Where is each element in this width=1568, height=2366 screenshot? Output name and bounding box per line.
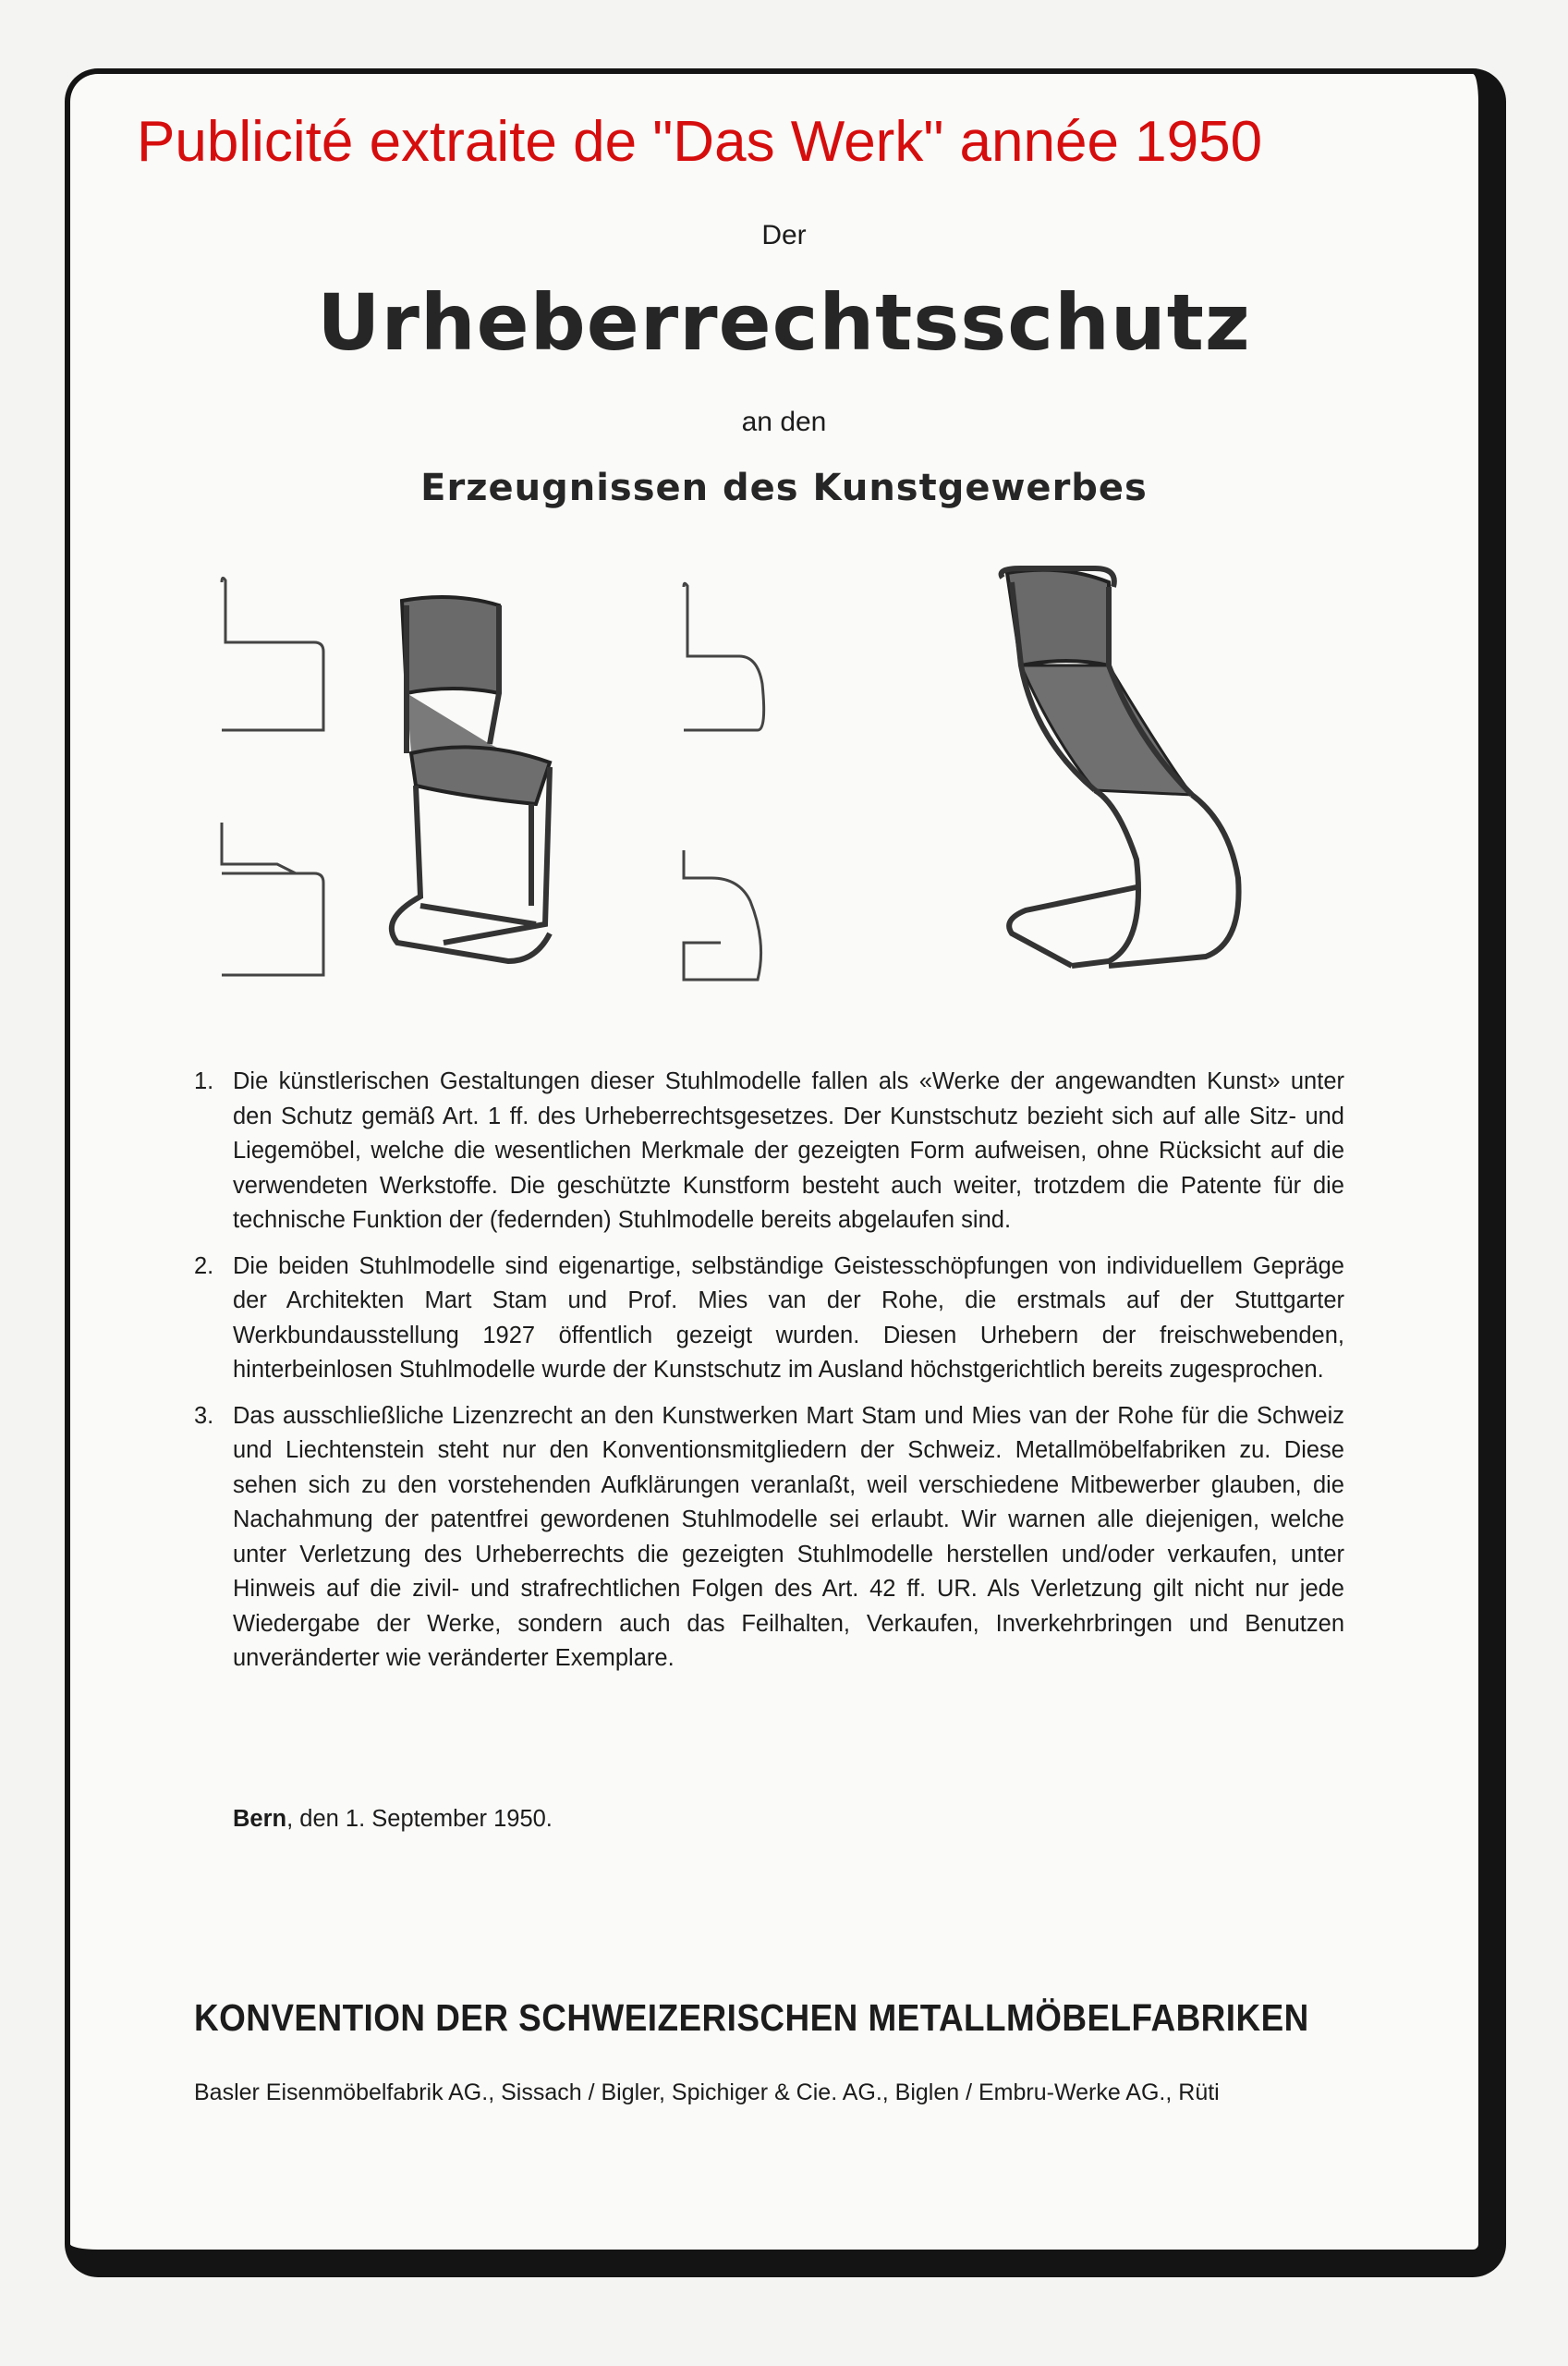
- overlay-caption: Publicité extraite de "Das Werk" année 1950: [137, 110, 1263, 174]
- list-item: [194, 1399, 1344, 1677]
- list-item: [194, 1065, 1344, 1238]
- page-title: Urheberrechtsschutz: [317, 277, 1251, 368]
- list-item: [194, 1250, 1344, 1388]
- page-subtitle: Erzeugnissen des Kunstgewerbes: [420, 467, 1148, 509]
- member-companies: Basler Eisenmöbelfabrik AG., Sissach / Bigler, Spichiger & Cie. AG., Biglen / Embru-Werke AG., Rüti: [194, 2079, 1220, 2105]
- mies-chair-profile-sketches: [684, 583, 764, 980]
- paragraph-list: [194, 1065, 1344, 1688]
- paragraph-number: 1.: [194, 1068, 214, 1094]
- stam-chair-drawing: [392, 597, 550, 961]
- paragraph-number: 3.: [194, 1402, 214, 1429]
- paragraph-text: Die beiden Stuhlmodelle sind eigenartige, selbständige Geistesschöpfungen von individuellem Gepräge der Architekten Mart Stam und Prof. Mies van der Rohe, die erstmals auf der Stuttgarter Werkbundausstellung 1927 öffentlich gezeigt wurden. Diesen Urhebern der freischwebenden, hinterbeinlosen Stuhlmodelle wurde der Kunstschutz im Ausland höchstgerichtlich bereits zugesprochen.: [233, 1252, 1344, 1383]
- stam-chair-profile-sketches: [222, 578, 323, 975]
- organization-name: KONVENTION DER SCHWEIZERISCHEN METALLMÖBELFABRIKEN: [194, 1996, 1309, 2039]
- paragraph-number: 2.: [194, 1252, 214, 1279]
- header-an-den: an den: [741, 407, 827, 437]
- date-place: Bern: [233, 1806, 287, 1832]
- paragraph-text: Das ausschließliche Lizenzrecht an den Kunstwerken Mart Stam und Mies van der Rohe für die Schweiz und Liechtenstein steht nur den Konventionsmitgliedern der Schweiz. Metallmöbelfabriken zu. Diese sehen sich zu den vorstehenden Aufklärungen veranlaßt, weil verschiedene Mitbewerber glauben, die Nachahmung der patentfrei gewordenen Stuhlmodelle sei erlaubt. Wir warnen alle diejenigen, welche unter Verletzung des Urheberrechts die gezeigten Stuhlmodelle herstellen und/oder verkaufen, unter Hinweis auf die zivil- und strafrechtlichen Folgen des Art. 42 ff. UR. Als Verletzung gilt nicht nur jede Wiedergabe der Werke, sondern auch das Feilhalten, Verkaufen, Inverkehrbringen und Benutzen unveränderter wie veränderter Exemplare.: [233, 1402, 1344, 1671]
- date-line: [233, 1806, 553, 1833]
- chair-illustrations: [185, 555, 1386, 1017]
- header-der: Der: [761, 220, 807, 250]
- mies-chair-drawing: [1002, 568, 1239, 966]
- date-text: , den 1. September 1950.: [286, 1806, 553, 1832]
- paragraph-text: Die künstlerischen Gestaltungen dieser Stuhlmodelle fallen als «Werke der angewandten Kunst» unter den Schutz gemäß Art. 1 ff. des Urheberrechtsgesetzes. Der Kunstschutz bezieht sich auf alle Sitz- und Liegemöbel, welche die wesentlichen Merkmale der gezeigten Form aufweisen, ohne Rücksicht auf die verwendeten Werkstoffe. Die geschützte Kunstform besteht auch weiter, trotzdem die Patente für die technische Funktion der (federnden) Stuhlmodelle bereits abgelaufen sind.: [233, 1068, 1344, 1233]
